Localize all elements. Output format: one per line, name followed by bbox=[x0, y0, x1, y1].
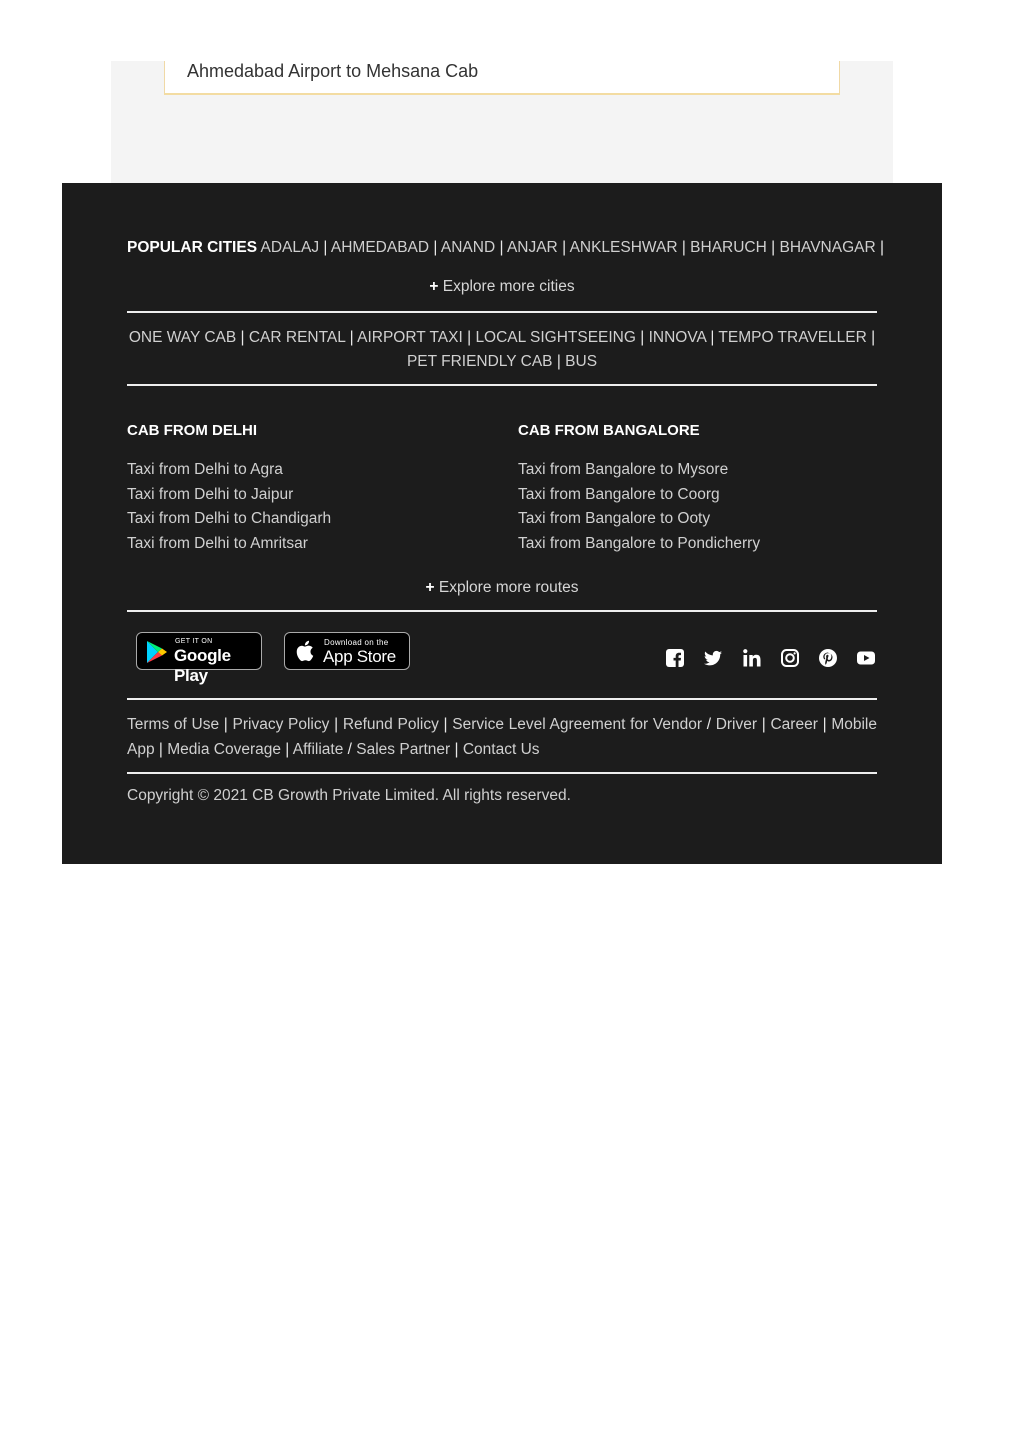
explore-more-routes-link[interactable] bbox=[62, 579, 942, 597]
route-card-title[interactable]: Ahmedabad Airport to Mehsana Cab bbox=[187, 61, 479, 81]
twitter-icon[interactable] bbox=[703, 648, 723, 668]
terms-of-use-link[interactable]: Terms of Use bbox=[127, 716, 220, 733]
explore-more-cities-link[interactable] bbox=[62, 278, 942, 296]
service-link-bus[interactable]: BUS bbox=[565, 353, 598, 370]
city-link-anjar[interactable]: ANJAR bbox=[506, 239, 558, 256]
separator: | bbox=[822, 716, 827, 733]
google-play-badge[interactable] bbox=[136, 632, 262, 685]
divider bbox=[127, 610, 877, 612]
plus-icon: + bbox=[425, 579, 435, 596]
city-link-bharuch[interactable]: BHARUCH bbox=[690, 239, 767, 256]
privacy-policy-link[interactable]: Privacy Policy bbox=[232, 716, 330, 733]
copyright-text: Copyright © 2021 CB Growth Private Limited. All rights reserved. bbox=[127, 787, 571, 804]
media-coverage-link[interactable]: Media Coverage bbox=[167, 741, 281, 758]
explore-more-routes-label[interactable]: Explore more routes bbox=[438, 579, 579, 596]
separator: | bbox=[499, 239, 504, 256]
city-link-anand[interactable]: ANAND bbox=[440, 239, 496, 256]
app-store-big-text: App Store bbox=[323, 647, 396, 666]
linkedin-icon[interactable] bbox=[742, 648, 762, 668]
divider bbox=[127, 311, 877, 313]
separator: | bbox=[562, 239, 567, 256]
separator: | bbox=[761, 716, 766, 733]
popular-cities bbox=[127, 239, 885, 257]
pinterest-icon[interactable] bbox=[818, 648, 838, 668]
service-link-airport-taxi[interactable]: AIRPORT TAXI bbox=[357, 329, 463, 346]
cab-from-delhi-heading: CAB FROM DELHI bbox=[127, 422, 257, 439]
route-link[interactable]: Taxi from Delhi to Amritsar bbox=[127, 534, 308, 552]
service-link-car-rental[interactable]: CAR RENTAL bbox=[248, 329, 346, 346]
separator: | bbox=[433, 239, 438, 256]
cab-from-delhi-column bbox=[127, 422, 331, 556]
separator: | bbox=[158, 741, 163, 758]
separator: | bbox=[640, 329, 645, 346]
separator: | bbox=[323, 239, 328, 256]
service-link-innova[interactable]: INNOVA bbox=[648, 329, 707, 346]
divider bbox=[127, 698, 877, 700]
affiliate-link[interactable]: Affiliate bbox=[292, 741, 344, 758]
instagram-icon[interactable] bbox=[780, 648, 800, 668]
separator: | bbox=[771, 239, 776, 256]
city-link-ankleshwar[interactable]: ANKLESHWAR bbox=[569, 239, 678, 256]
slash-separator: / bbox=[706, 716, 711, 733]
route-link[interactable]: Taxi from Delhi to Jaipur bbox=[127, 485, 294, 503]
slash-separator: / bbox=[347, 741, 352, 758]
services-line-1 bbox=[127, 326, 877, 350]
divider bbox=[127, 384, 877, 386]
driver-link[interactable]: Driver bbox=[715, 716, 758, 733]
google-play-small-text: GET IT ON bbox=[175, 638, 213, 645]
route-card[interactable] bbox=[164, 61, 840, 95]
apple-icon bbox=[295, 639, 317, 663]
separator: | bbox=[871, 329, 876, 346]
app-store-badge[interactable] bbox=[284, 632, 410, 670]
route-link[interactable]: Taxi from Bangalore to Ooty bbox=[518, 510, 711, 528]
cab-from-bangalore-heading: CAB FROM BANGALORE bbox=[518, 422, 700, 439]
youtube-icon[interactable] bbox=[856, 648, 876, 668]
separator: | bbox=[334, 716, 339, 733]
service-link-tempo-traveller[interactable]: TEMPO TRAVELLER bbox=[718, 329, 867, 346]
popular-cities-label: POPULAR CITIES bbox=[127, 239, 258, 256]
app-store-small-text: Download on the bbox=[324, 638, 389, 647]
separator: | bbox=[285, 741, 290, 758]
legal-links bbox=[127, 712, 877, 762]
separator: | bbox=[454, 741, 459, 758]
route-link[interactable]: Taxi from Bangalore to Pondicherry bbox=[518, 534, 761, 552]
mobile-app-link[interactable]: Mobile App bbox=[127, 716, 877, 758]
sla-vendor-link[interactable]: Service Level Agreement for Vendor bbox=[452, 716, 702, 733]
service-link-one-way-cab[interactable]: ONE WAY CAB bbox=[128, 329, 237, 346]
service-link-local-sightseeing[interactable]: LOCAL SIGHTSEEING bbox=[475, 329, 636, 346]
route-link[interactable]: Taxi from Bangalore to Mysore bbox=[518, 461, 729, 478]
refund-policy-link[interactable]: Refund Policy bbox=[342, 716, 439, 733]
divider bbox=[127, 772, 877, 774]
separator: | bbox=[349, 329, 354, 346]
separator: | bbox=[240, 329, 245, 346]
route-link[interactable]: Taxi from Bangalore to Coorg bbox=[518, 485, 720, 503]
services-line-2 bbox=[127, 350, 877, 374]
city-link-adalaj[interactable]: ADALAJ bbox=[260, 239, 320, 256]
separator: | bbox=[556, 353, 561, 370]
cab-from-bangalore-column bbox=[518, 422, 760, 556]
city-link-ahmedabad[interactable]: AHMEDABAD bbox=[330, 239, 430, 256]
site-footer bbox=[62, 183, 942, 864]
separator: | bbox=[879, 239, 885, 256]
separator: | bbox=[467, 329, 472, 346]
career-link[interactable]: Career bbox=[770, 716, 818, 733]
city-link-bhavnagar[interactable]: BHAVNAGAR bbox=[779, 239, 876, 256]
separator: | bbox=[223, 716, 228, 733]
plus-icon: + bbox=[429, 278, 439, 295]
explore-more-cities-label[interactable]: Explore more cities bbox=[442, 278, 575, 295]
google-play-icon bbox=[146, 640, 168, 664]
contact-us-link[interactable]: Contact Us bbox=[462, 741, 540, 758]
separator: | bbox=[443, 716, 448, 733]
service-link-pet-friendly-cab[interactable]: PET FRIENDLY CAB bbox=[406, 353, 553, 370]
google-play-big-text: Google Play bbox=[174, 646, 231, 685]
services-nav bbox=[127, 326, 877, 374]
route-link[interactable]: Taxi from Delhi to Chandigarh bbox=[127, 510, 332, 528]
facebook-icon[interactable] bbox=[665, 648, 685, 668]
route-link[interactable]: Taxi from Delhi to Agra bbox=[127, 461, 283, 478]
separator: | bbox=[681, 239, 686, 256]
sales-partner-link[interactable]: Sales Partner bbox=[356, 741, 451, 758]
separator: | bbox=[710, 329, 715, 346]
